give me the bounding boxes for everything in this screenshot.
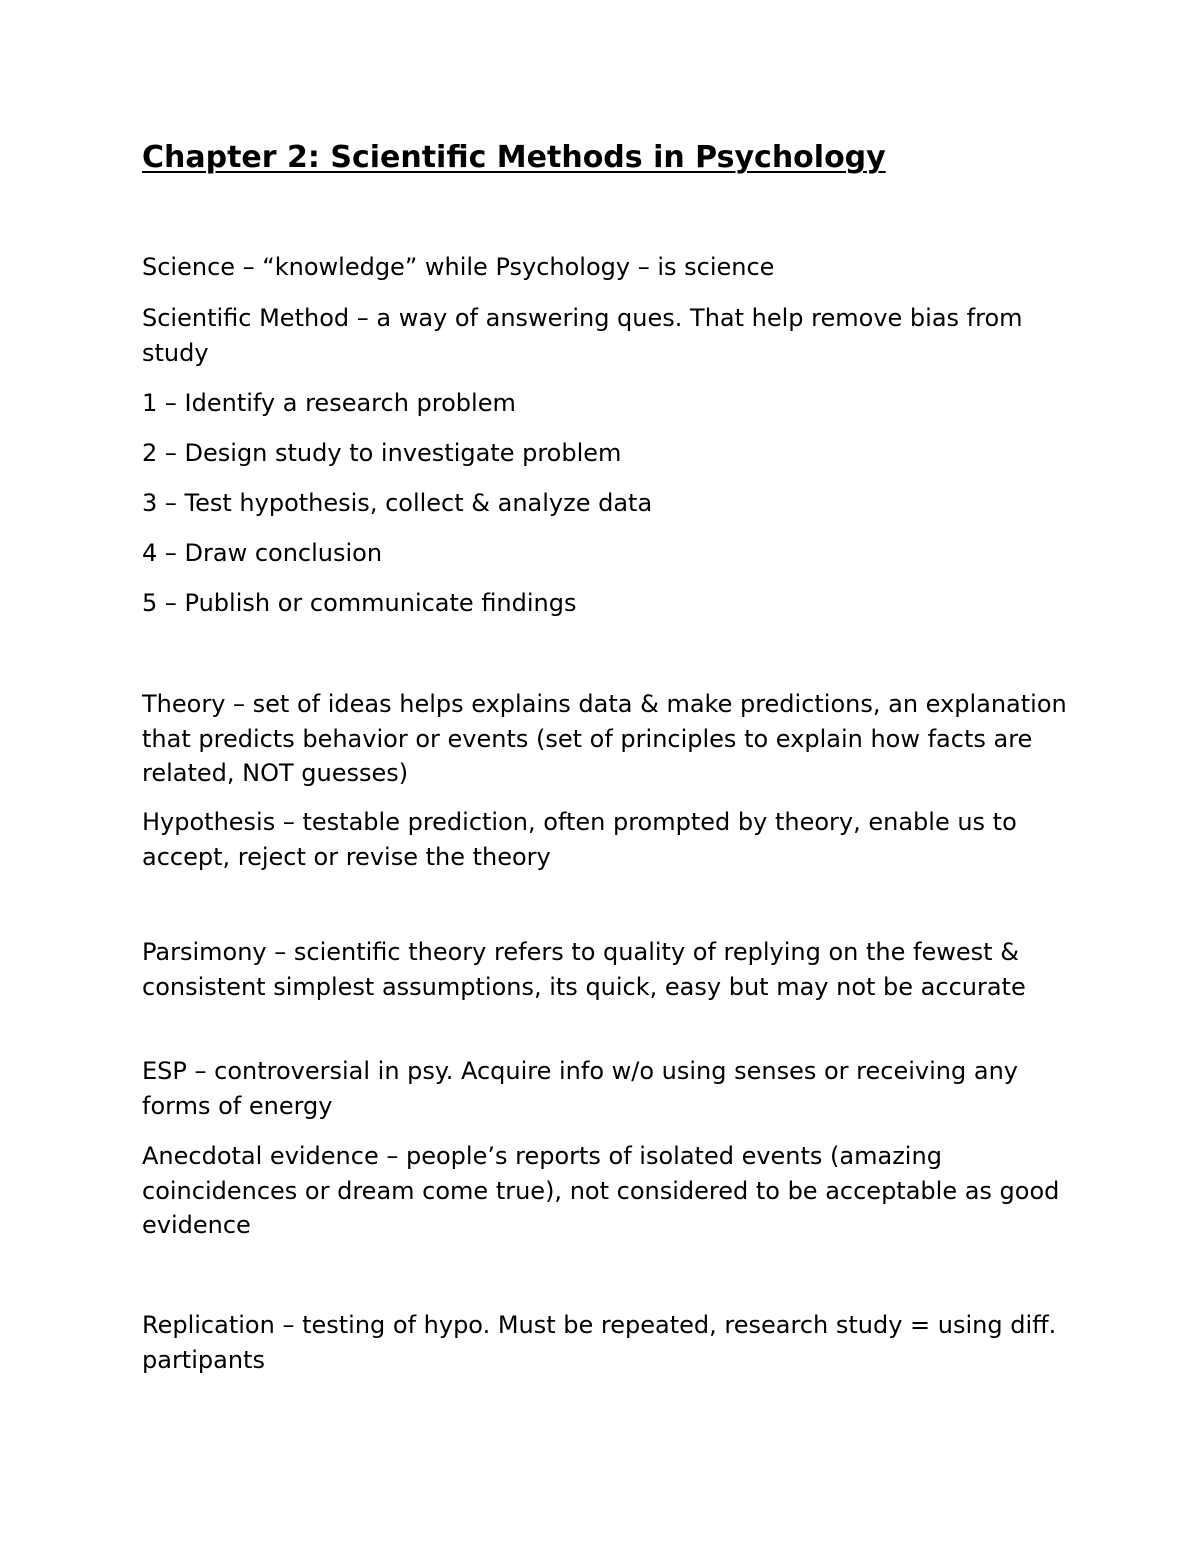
step-1: 1 – Identify a research problem [142,389,516,417]
science-definition: Science – “knowledge” while Psychology – is science [142,253,775,281]
esp-definition: ESP – controversial in psy. Acquire info w/o using senses or receiving any forms of energy [142,1057,1018,1120]
parsimony-definition: Parsimony – scientific theory refers to quality of replying on the fewest & consistent simplest assumptions, its quick, easy but may not be accurate [142,938,1026,1001]
hypothesis-definition: Hypothesis – testable prediction, often prompted by theory, enable us to accept, reject or revise the theory [142,808,1017,871]
scientific-method-definition: Scientific Method – a way of answering ques. That help remove bias from study [142,304,1023,367]
anecdotal-evidence-definition: Anecdotal evidence – people’s reports of isolated events (amazing coincidences or dream come true), not considered to be acceptable as good evidence [142,1142,1060,1239]
step-5: 5 – Publish or communicate findings [142,589,577,617]
theory-definition: Theory – set of ideas helps explains data & make predictions, an explanation that predicts behavior or events (set of principles to explain how facts are related, NOT guesses) [142,690,1067,787]
step-4: 4 – Draw conclusion [142,539,383,567]
replication-definition: Replication – testing of hypo. Must be repeated, research study = using diff. partipants [142,1311,1057,1374]
step-3: 3 – Test hypothesis, collect & analyze data [142,489,653,517]
chapter-title: Chapter 2: Scientific Methods in Psychology [142,140,886,175]
step-2: 2 – Design study to investigate problem [142,439,622,467]
